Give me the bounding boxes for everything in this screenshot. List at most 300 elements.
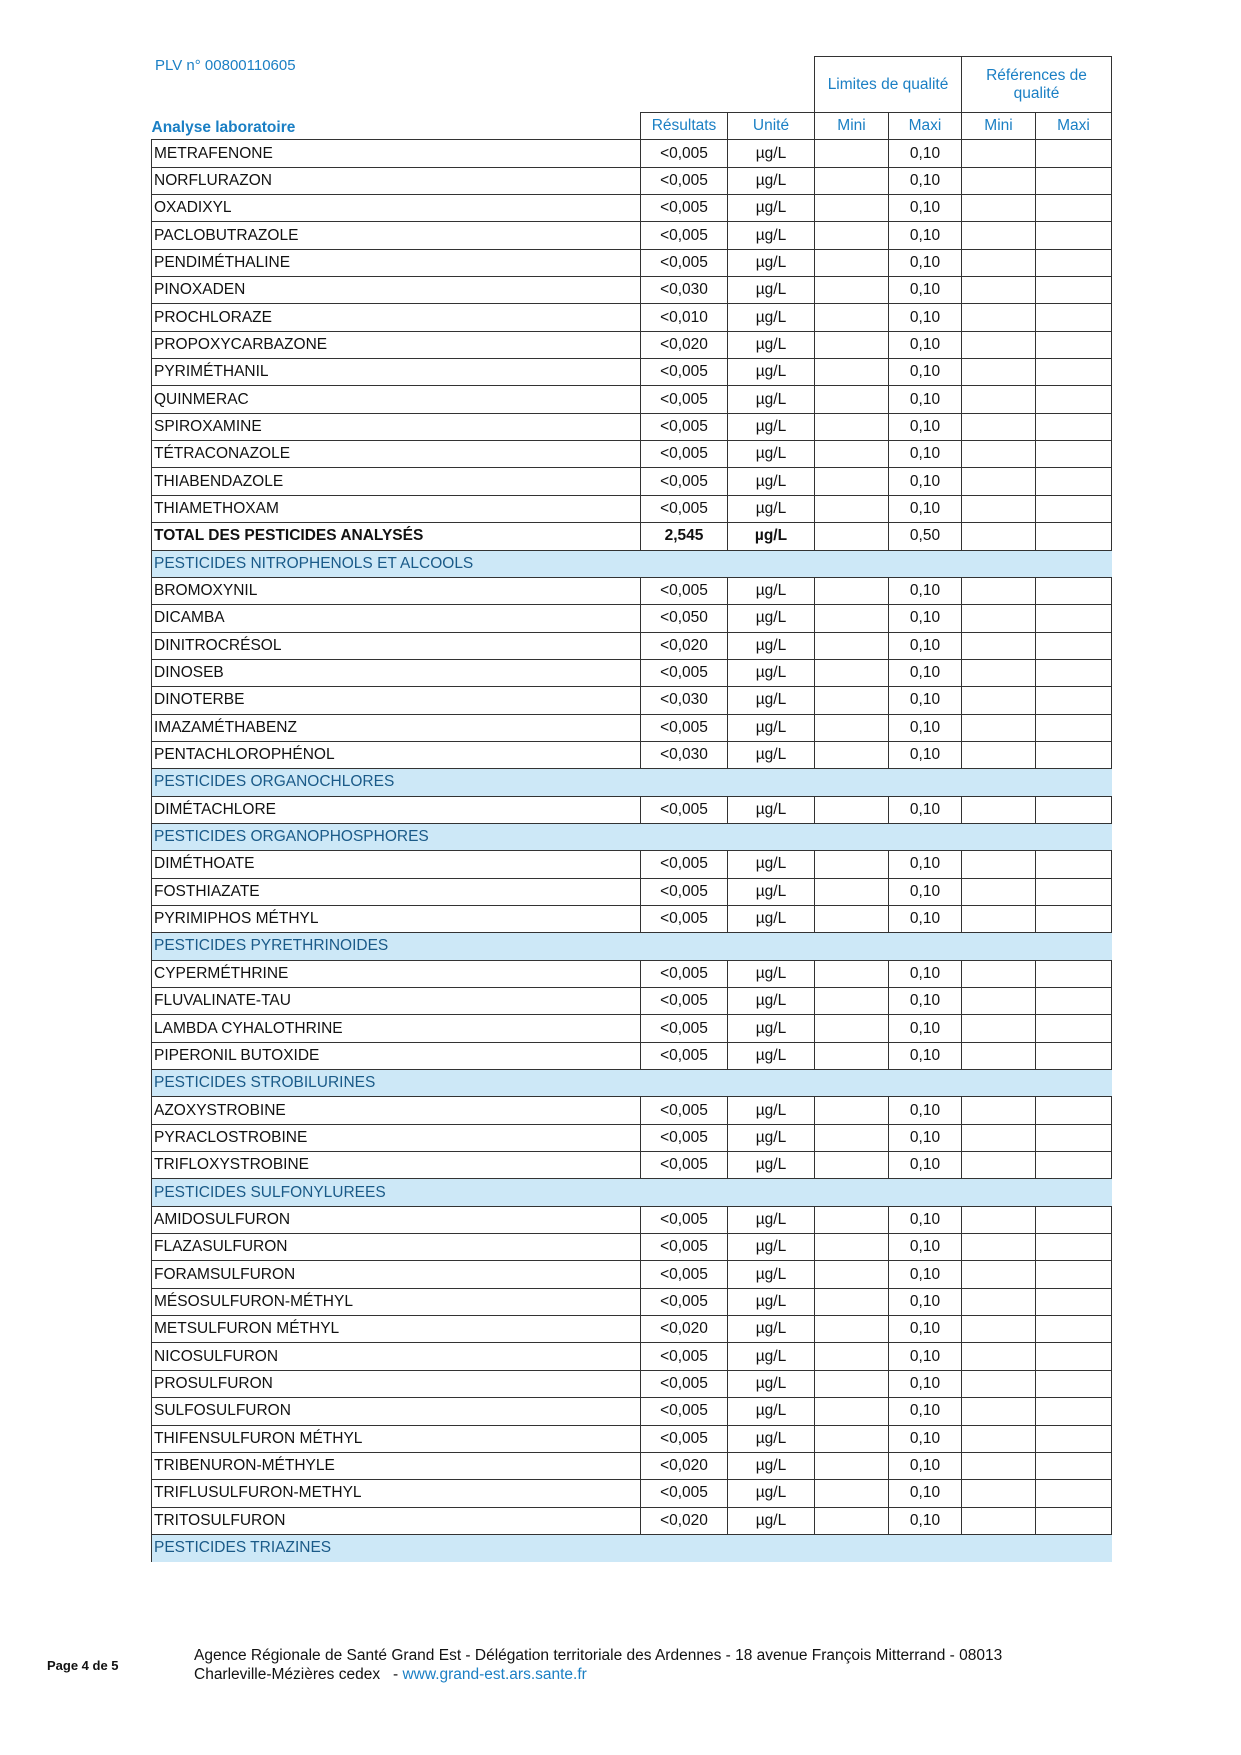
limit-maxi-value: 0,10	[889, 1152, 962, 1179]
unit-value: µg/L	[728, 277, 815, 304]
table-row	[152, 988, 1112, 1015]
result-value: <0,020	[641, 632, 728, 659]
table-row	[152, 1234, 1112, 1261]
col-limit-maxi: Maxi	[889, 113, 962, 140]
limit-mini-value	[815, 249, 889, 276]
result-value: <0,005	[641, 386, 728, 413]
limit-maxi-value: 0,10	[889, 1507, 962, 1534]
limit-mini-value	[815, 1343, 889, 1370]
limit-maxi-value: 0,10	[889, 741, 962, 768]
limit-maxi-value: 0,10	[889, 605, 962, 632]
unit-value: µg/L	[728, 741, 815, 768]
ref-mini-value	[962, 714, 1036, 741]
table-row	[152, 1398, 1112, 1425]
limit-maxi-value: 0,10	[889, 1234, 962, 1261]
ref-mini-value	[962, 523, 1036, 550]
limit-mini-value	[815, 632, 889, 659]
ref-maxi-value	[1036, 495, 1112, 522]
parameter-name: DINOSEB	[152, 659, 641, 686]
footer-line-2	[194, 1665, 1002, 1684]
parameter-name: TOTAL DES PESTICIDES ANALYSÉS	[152, 523, 641, 550]
unit-value: µg/L	[728, 1370, 815, 1397]
parameter-name: PROSULFURON	[152, 1370, 641, 1397]
ref-mini-value	[962, 167, 1036, 194]
ref-maxi-value	[1036, 1206, 1112, 1233]
ref-mini-value	[962, 222, 1036, 249]
ref-mini-value	[962, 632, 1036, 659]
ref-mini-value	[962, 1480, 1036, 1507]
limit-maxi-value: 0,10	[889, 632, 962, 659]
ref-mini-value	[962, 1343, 1036, 1370]
ref-maxi-value	[1036, 277, 1112, 304]
limit-mini-value	[815, 359, 889, 386]
limit-maxi-value: 0,10	[889, 359, 962, 386]
parameter-name: OXADIXYL	[152, 195, 641, 222]
parameter-name: DIMÉTACHLORE	[152, 796, 641, 823]
limit-maxi-value: 0,10	[889, 878, 962, 905]
ref-maxi-value	[1036, 1261, 1112, 1288]
ref-mini-value	[962, 905, 1036, 932]
table-row	[152, 714, 1112, 741]
ref-mini-value	[962, 1042, 1036, 1069]
result-value: <0,005	[641, 960, 728, 987]
unit-value: µg/L	[728, 1097, 815, 1124]
group-name: PESTICIDES SULFONYLUREES	[152, 1179, 641, 1206]
table-row	[152, 1370, 1112, 1397]
ref-maxi-value	[1036, 1234, 1112, 1261]
limit-mini-value	[815, 167, 889, 194]
result-value: <0,020	[641, 1452, 728, 1479]
limit-mini-value	[815, 523, 889, 550]
limit-mini-value	[815, 331, 889, 358]
ref-maxi-value	[1036, 878, 1112, 905]
ref-mini-value	[962, 1124, 1036, 1151]
ref-maxi-value	[1036, 1398, 1112, 1425]
limit-mini-value	[815, 1452, 889, 1479]
ref-maxi-value	[1036, 413, 1112, 440]
limit-maxi-value: 0,10	[889, 687, 962, 714]
ref-mini-value	[962, 1316, 1036, 1343]
result-value: <0,005	[641, 577, 728, 604]
unit-value: µg/L	[728, 1015, 815, 1042]
unit-value: µg/L	[728, 468, 815, 495]
ref-mini-value	[962, 577, 1036, 604]
unit-value: µg/L	[728, 441, 815, 468]
ref-mini-value	[962, 249, 1036, 276]
unit-value: µg/L	[728, 195, 815, 222]
ref-maxi-value	[1036, 331, 1112, 358]
table-row	[152, 304, 1112, 331]
result-value: <0,005	[641, 1370, 728, 1397]
ref-maxi-value	[1036, 796, 1112, 823]
result-value: <0,005	[641, 495, 728, 522]
ref-maxi-value	[1036, 468, 1112, 495]
lab-analysis-table	[151, 56, 1112, 1562]
table-row	[152, 1152, 1112, 1179]
limit-maxi-value: 0,10	[889, 1398, 962, 1425]
limit-mini-value	[815, 988, 889, 1015]
ref-mini-value	[962, 960, 1036, 987]
limit-maxi-value: 0,10	[889, 1480, 962, 1507]
unit-value: µg/L	[728, 1261, 815, 1288]
result-value: <0,005	[641, 167, 728, 194]
limit-mini-value	[815, 1425, 889, 1452]
table-row	[152, 878, 1112, 905]
limit-maxi-value: 0,10	[889, 304, 962, 331]
result-value: <0,020	[641, 1316, 728, 1343]
result-value: <0,005	[641, 1425, 728, 1452]
parameter-name: LAMBDA CYHALOTHRINE	[152, 1015, 641, 1042]
unit-value: µg/L	[728, 1398, 815, 1425]
ref-mini-value	[962, 277, 1036, 304]
ref-maxi-value	[1036, 359, 1112, 386]
footer-address	[194, 1646, 1002, 1684]
group-name: PESTICIDES ORGANOCHLORES	[152, 769, 641, 796]
ref-mini-value	[962, 687, 1036, 714]
limit-maxi-value: 0,10	[889, 577, 962, 604]
parameter-name: TRIBENURON-MÉTHYLE	[152, 1452, 641, 1479]
limit-maxi-value: 0,10	[889, 277, 962, 304]
unit-value: µg/L	[728, 687, 815, 714]
group-name: PESTICIDES NITROPHENOLS ET ALCOOLS	[152, 550, 641, 577]
unit-value: µg/L	[728, 304, 815, 331]
table-row	[152, 1507, 1112, 1534]
table-row	[152, 1206, 1112, 1233]
parameter-name: FLUVALINATE-TAU	[152, 988, 641, 1015]
unit-value: µg/L	[728, 1507, 815, 1534]
ref-maxi-value	[1036, 1370, 1112, 1397]
limit-mini-value	[815, 1480, 889, 1507]
limit-maxi-value: 0,50	[889, 523, 962, 550]
group-name: PESTICIDES ORGANOPHOSPHORES	[152, 823, 641, 850]
ref-mini-value	[962, 1288, 1036, 1315]
group-header-row	[152, 1534, 1112, 1561]
parameter-name: METSULFURON MÉTHYL	[152, 1316, 641, 1343]
ref-maxi-value	[1036, 1288, 1112, 1315]
result-value: <0,005	[641, 851, 728, 878]
parameter-name: METRAFENONE	[152, 140, 641, 167]
limit-mini-value	[815, 441, 889, 468]
unit-value: µg/L	[728, 140, 815, 167]
col-ref-mini: Mini	[962, 113, 1036, 140]
limit-mini-value	[815, 605, 889, 632]
table-row	[152, 468, 1112, 495]
table-row	[152, 222, 1112, 249]
limit-maxi-value: 0,10	[889, 796, 962, 823]
limit-maxi-value: 0,10	[889, 140, 962, 167]
result-value: <0,005	[641, 905, 728, 932]
unit-value: µg/L	[728, 988, 815, 1015]
parameter-name: THIFENSULFURON MÉTHYL	[152, 1425, 641, 1452]
unit-value: µg/L	[728, 167, 815, 194]
ref-maxi-value	[1036, 988, 1112, 1015]
parameter-name: AMIDOSULFURON	[152, 1206, 641, 1233]
parameter-name: FOSTHIAZATE	[152, 878, 641, 905]
ref-mini-value	[962, 1452, 1036, 1479]
table-row	[152, 1015, 1112, 1042]
unit-value: µg/L	[728, 632, 815, 659]
parameter-name: PINOXADEN	[152, 277, 641, 304]
limit-mini-value	[815, 577, 889, 604]
ref-mini-value	[962, 796, 1036, 823]
limit-maxi-value: 0,10	[889, 1097, 962, 1124]
table-row	[152, 277, 1112, 304]
ref-maxi-value	[1036, 1452, 1112, 1479]
ref-maxi-value	[1036, 222, 1112, 249]
result-value: <0,005	[641, 878, 728, 905]
limit-maxi-value: 0,10	[889, 1452, 962, 1479]
unit-value: µg/L	[728, 605, 815, 632]
ref-maxi-value	[1036, 1425, 1112, 1452]
total-row	[152, 523, 1112, 550]
table-row	[152, 1124, 1112, 1151]
ref-maxi-value	[1036, 386, 1112, 413]
table-row	[152, 331, 1112, 358]
limit-mini-value	[815, 1261, 889, 1288]
table-row	[152, 851, 1112, 878]
result-value: <0,005	[641, 1042, 728, 1069]
parameter-name: PYRIMÉTHANIL	[152, 359, 641, 386]
table-row	[152, 687, 1112, 714]
unit-value: µg/L	[728, 905, 815, 932]
result-value: <0,005	[641, 1097, 728, 1124]
unit-value: µg/L	[728, 1124, 815, 1151]
parameter-name: CYPERMÉTHRINE	[152, 960, 641, 987]
unit-value: µg/L	[728, 1480, 815, 1507]
ref-maxi-value	[1036, 1480, 1112, 1507]
limit-mini-value	[815, 796, 889, 823]
unit-value: µg/L	[728, 960, 815, 987]
table-row	[152, 960, 1112, 987]
parameter-name: AZOXYSTROBINE	[152, 1097, 641, 1124]
limit-maxi-value: 0,10	[889, 1343, 962, 1370]
limit-maxi-value: 0,10	[889, 714, 962, 741]
quality-limits-header: Limites de qualité	[815, 57, 962, 113]
table-row	[152, 796, 1112, 823]
table-row	[152, 577, 1112, 604]
col-unit: Unité	[728, 113, 815, 140]
ref-mini-value	[962, 1398, 1036, 1425]
result-value: <0,005	[641, 1398, 728, 1425]
limit-maxi-value: 0,10	[889, 1206, 962, 1233]
limit-mini-value	[815, 1316, 889, 1343]
result-value: <0,005	[641, 796, 728, 823]
result-value: <0,030	[641, 277, 728, 304]
ref-mini-value	[962, 441, 1036, 468]
group-name: PESTICIDES PYRETHRINOIDES	[152, 933, 641, 960]
section-title: Analyse laboratoire	[151, 119, 296, 137]
group-header-row	[152, 550, 1112, 577]
parameter-name: THIABENDAZOLE	[152, 468, 641, 495]
unit-value: µg/L	[728, 1425, 815, 1452]
limit-maxi-value: 0,10	[889, 1124, 962, 1151]
ref-maxi-value	[1036, 851, 1112, 878]
limit-mini-value	[815, 386, 889, 413]
limit-mini-value	[815, 468, 889, 495]
unit-value: µg/L	[728, 796, 815, 823]
ref-mini-value	[962, 1097, 1036, 1124]
ref-mini-value	[962, 1152, 1036, 1179]
unit-value: µg/L	[728, 331, 815, 358]
parameter-name: FORAMSULFURON	[152, 1261, 641, 1288]
result-value: <0,005	[641, 1261, 728, 1288]
parameter-name: FLAZASULFURON	[152, 1234, 641, 1261]
ref-maxi-value	[1036, 249, 1112, 276]
unit-value: µg/L	[728, 1206, 815, 1233]
ref-mini-value	[962, 359, 1036, 386]
ref-mini-value	[962, 468, 1036, 495]
limit-mini-value	[815, 1206, 889, 1233]
table-row	[152, 1452, 1112, 1479]
ref-mini-value	[962, 1425, 1036, 1452]
limit-maxi-value: 0,10	[889, 905, 962, 932]
limit-mini-value	[815, 960, 889, 987]
footer-line-2-text: Charleville-Mézières cedex -	[194, 1666, 403, 1683]
limit-maxi-value: 0,10	[889, 413, 962, 440]
parameter-name: IMAZAMÉTHABENZ	[152, 714, 641, 741]
limit-mini-value	[815, 1288, 889, 1315]
result-value: <0,005	[641, 659, 728, 686]
parameter-name: BROMOXYNIL	[152, 577, 641, 604]
ref-mini-value	[962, 495, 1036, 522]
footer-website-link[interactable]: www.grand-est.ars.sante.fr	[402, 1666, 587, 1683]
group-header-row	[152, 933, 1112, 960]
unit-value: µg/L	[728, 1152, 815, 1179]
group-header-row	[152, 823, 1112, 850]
ref-maxi-value	[1036, 741, 1112, 768]
table-row	[152, 605, 1112, 632]
ref-mini-value	[962, 1234, 1036, 1261]
limit-mini-value	[815, 851, 889, 878]
parameter-name: TRITOSULFURON	[152, 1507, 641, 1534]
unit-value: µg/L	[728, 523, 815, 550]
limit-mini-value	[815, 222, 889, 249]
result-value: <0,005	[641, 249, 728, 276]
group-header-row	[152, 1070, 1112, 1097]
parameter-name: NICOSULFURON	[152, 1343, 641, 1370]
limit-maxi-value: 0,10	[889, 851, 962, 878]
limit-mini-value	[815, 714, 889, 741]
footer-line-1: Agence Régionale de Santé Grand Est - Délégation territoriale des Ardennes - 18 avenue François Mitterrand - 08013	[194, 1647, 1003, 1664]
result-value: <0,005	[641, 1124, 728, 1151]
result-value: <0,005	[641, 1288, 728, 1315]
limit-mini-value	[815, 1124, 889, 1151]
ref-mini-value	[962, 1507, 1036, 1534]
table-row	[152, 1425, 1112, 1452]
table-row	[152, 1288, 1112, 1315]
unit-value: µg/L	[728, 413, 815, 440]
limit-mini-value	[815, 1370, 889, 1397]
ref-mini-value	[962, 331, 1036, 358]
table-row	[152, 632, 1112, 659]
ref-maxi-value	[1036, 632, 1112, 659]
ref-mini-value	[962, 1370, 1036, 1397]
unit-value: µg/L	[728, 359, 815, 386]
group-name: PESTICIDES STROBILURINES	[152, 1070, 641, 1097]
ref-maxi-value	[1036, 1042, 1112, 1069]
unit-value: µg/L	[728, 249, 815, 276]
ref-mini-value	[962, 195, 1036, 222]
limit-mini-value	[815, 687, 889, 714]
parameter-name: DICAMBA	[152, 605, 641, 632]
table-row	[152, 495, 1112, 522]
result-value: <0,005	[641, 140, 728, 167]
ref-mini-value	[962, 878, 1036, 905]
table-row	[152, 1343, 1112, 1370]
parameter-name: PENTACHLOROPHÉNOL	[152, 741, 641, 768]
parameter-name: TRIFLUSULFURON-METHYL	[152, 1480, 641, 1507]
ref-mini-value	[962, 413, 1036, 440]
limit-mini-value	[815, 413, 889, 440]
table-row	[152, 249, 1112, 276]
page-number: Page 4 de 5	[47, 1658, 119, 1673]
unit-value: µg/L	[728, 1288, 815, 1315]
unit-value: µg/L	[728, 222, 815, 249]
limit-maxi-value: 0,10	[889, 1316, 962, 1343]
table-row	[152, 1097, 1112, 1124]
table-row	[152, 140, 1112, 167]
parameter-name: DINOTERBE	[152, 687, 641, 714]
table-row	[152, 741, 1112, 768]
ref-maxi-value	[1036, 523, 1112, 550]
parameter-name: PYRIMIPHOS MÉTHYL	[152, 905, 641, 932]
sample-reference: PLV n° 00800110605	[155, 57, 296, 74]
ref-maxi-value	[1036, 1015, 1112, 1042]
result-value: <0,020	[641, 331, 728, 358]
parameter-name: THIAMETHOXAM	[152, 495, 641, 522]
parameter-name: SPIROXAMINE	[152, 413, 641, 440]
limit-mini-value	[815, 878, 889, 905]
unit-value: µg/L	[728, 1234, 815, 1261]
parameter-name: PROCHLORAZE	[152, 304, 641, 331]
ref-mini-value	[962, 1261, 1036, 1288]
ref-maxi-value	[1036, 714, 1112, 741]
result-value: <0,030	[641, 741, 728, 768]
limit-mini-value	[815, 195, 889, 222]
ref-mini-value	[962, 988, 1036, 1015]
parameter-name: DINITROCRÉSOL	[152, 632, 641, 659]
limit-mini-value	[815, 277, 889, 304]
unit-value: µg/L	[728, 1316, 815, 1343]
result-value: <0,010	[641, 304, 728, 331]
limit-maxi-value: 0,10	[889, 167, 962, 194]
result-value: <0,005	[641, 441, 728, 468]
parameter-name: QUINMERAC	[152, 386, 641, 413]
limit-mini-value	[815, 659, 889, 686]
result-value: <0,005	[641, 468, 728, 495]
ref-maxi-value	[1036, 1343, 1112, 1370]
group-header-row	[152, 1179, 1112, 1206]
ref-maxi-value	[1036, 1507, 1112, 1534]
ref-maxi-value	[1036, 659, 1112, 686]
limit-maxi-value: 0,10	[889, 1370, 962, 1397]
group-name: PESTICIDES TRIAZINES	[152, 1534, 641, 1561]
limit-mini-value	[815, 1015, 889, 1042]
table-row	[152, 659, 1112, 686]
table-row	[152, 167, 1112, 194]
ref-mini-value	[962, 605, 1036, 632]
limit-maxi-value: 0,10	[889, 659, 962, 686]
limit-mini-value	[815, 1097, 889, 1124]
parameter-name: PACLOBUTRAZOLE	[152, 222, 641, 249]
result-value: <0,005	[641, 1234, 728, 1261]
limit-mini-value	[815, 495, 889, 522]
table-row	[152, 1316, 1112, 1343]
ref-mini-value	[962, 304, 1036, 331]
result-value: <0,005	[641, 714, 728, 741]
limit-mini-value	[815, 1042, 889, 1069]
result-value: <0,005	[641, 988, 728, 1015]
